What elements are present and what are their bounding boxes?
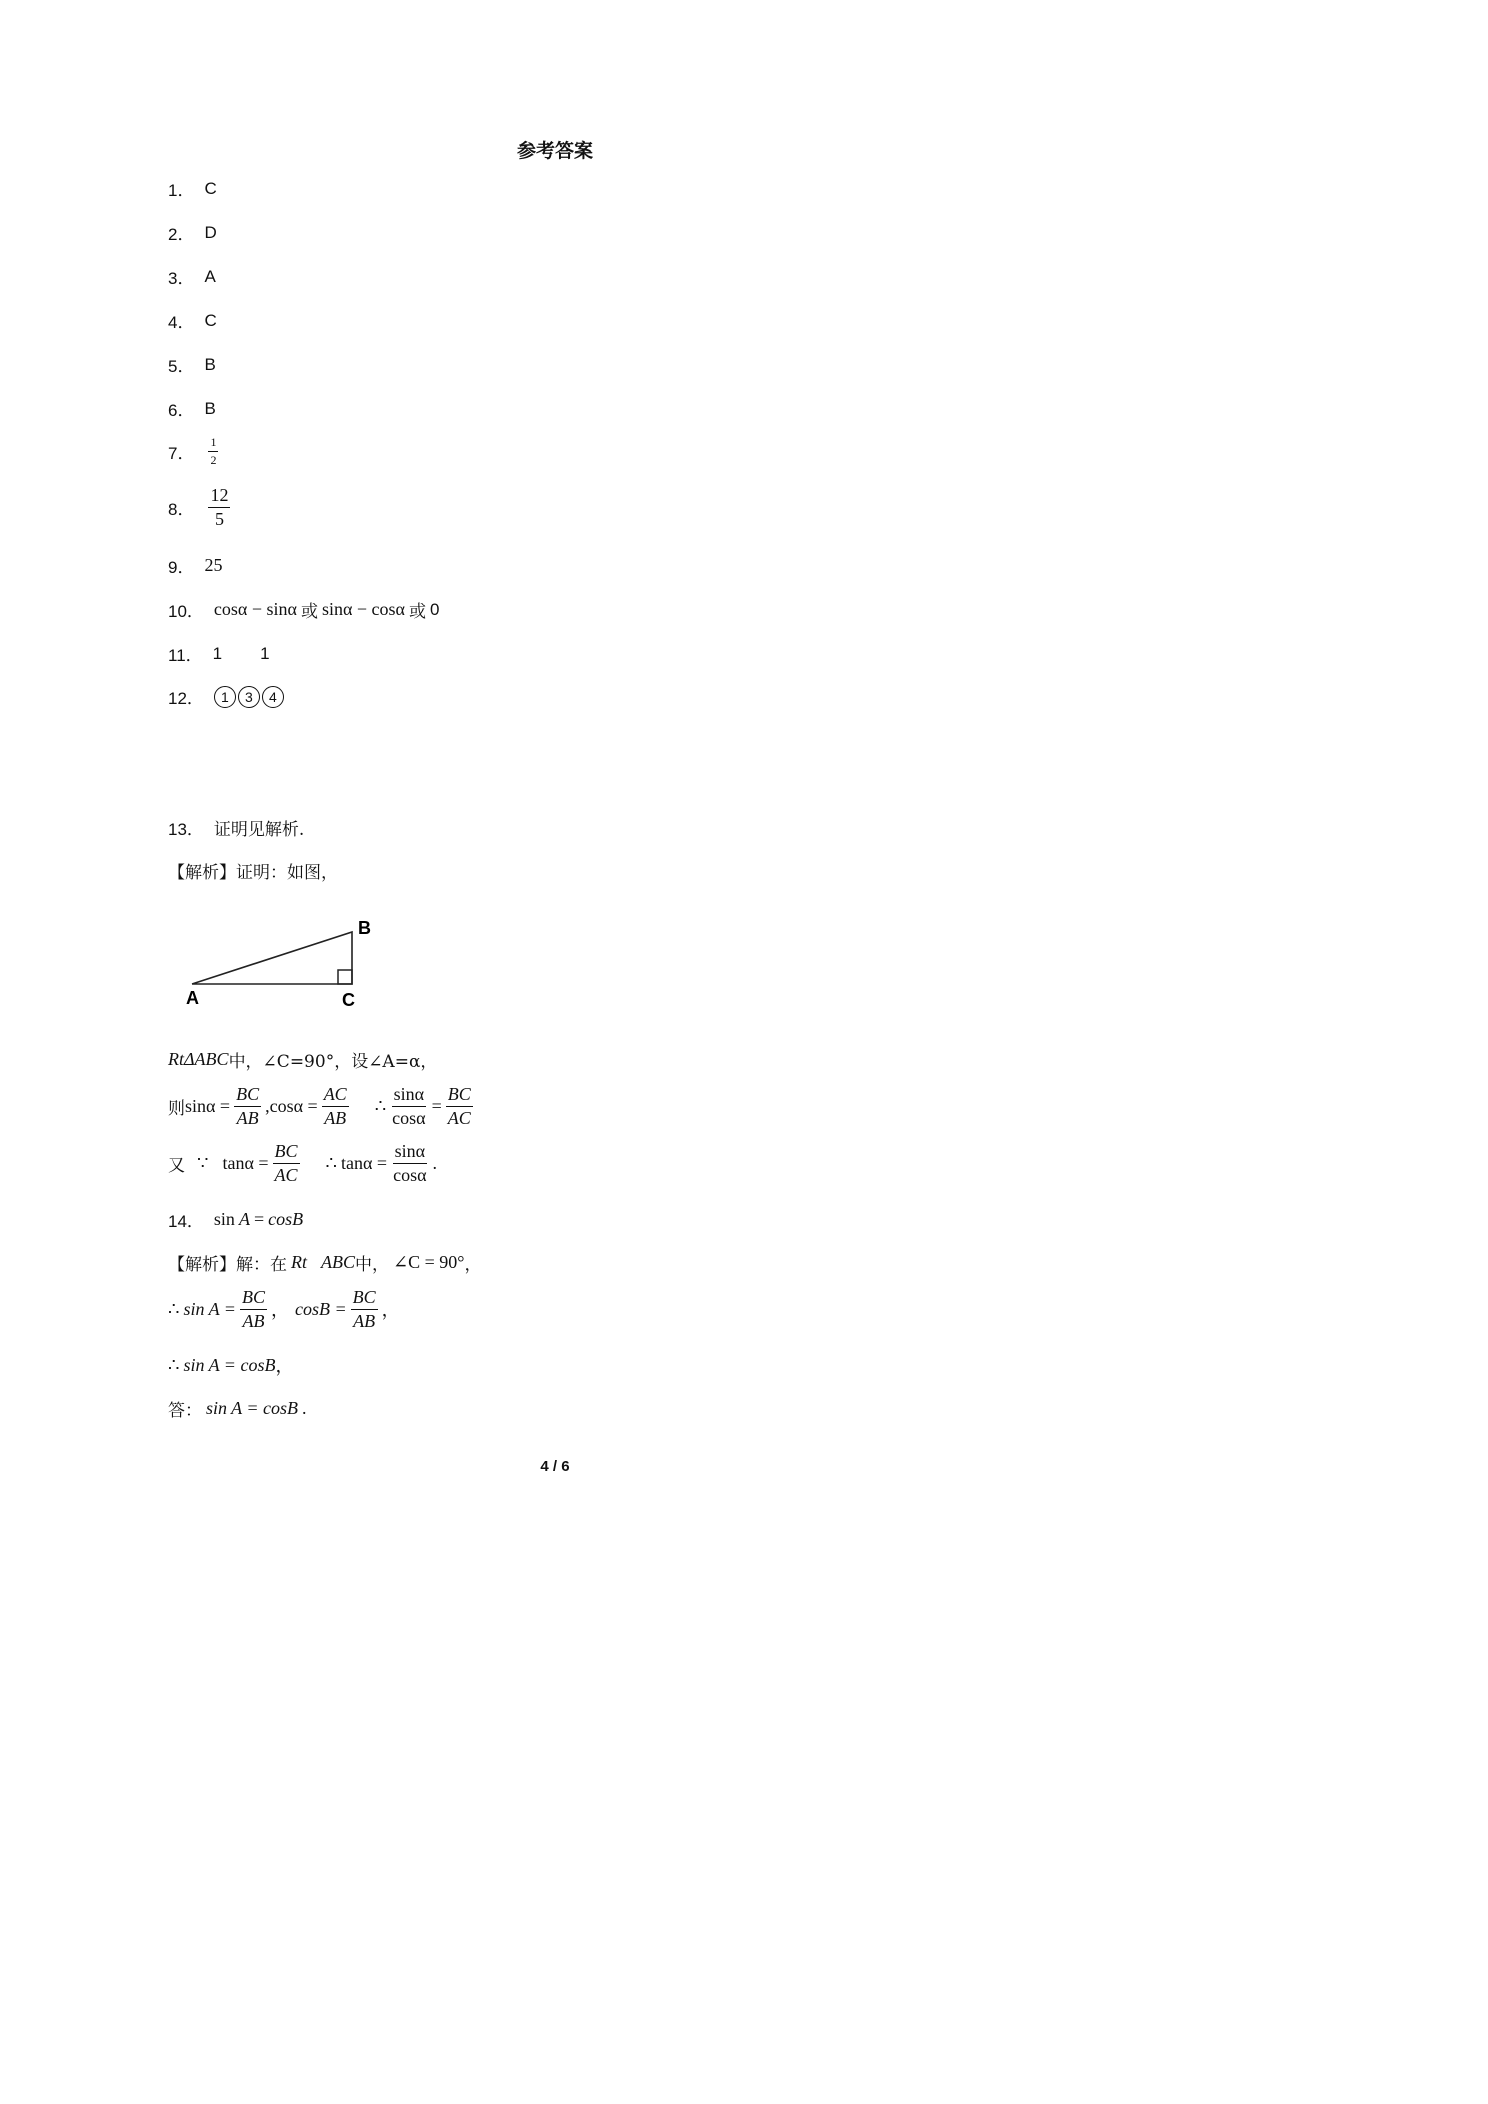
circled-number: 4 — [262, 686, 284, 708]
answer-value: B — [204, 354, 216, 374]
answer-text: 证明见解析. — [213, 820, 305, 840]
answer-7 — [168, 436, 222, 466]
fraction-bc-ab — [351, 1288, 378, 1331]
period: . — [432, 1152, 438, 1173]
answer-number: 14． — [168, 1212, 204, 1231]
fraction-denominator: 2 — [210, 452, 217, 467]
answer-value-1: 1 — [212, 643, 223, 663]
proof-prefix: 则 — [168, 1098, 185, 1119]
answer-8 — [168, 486, 234, 529]
fraction-numerator: sinα — [393, 1142, 427, 1164]
answer-2 — [168, 220, 217, 245]
analysis-13 — [168, 858, 338, 883]
answer-4 — [168, 308, 217, 333]
tan-equation: tanα = — [222, 1152, 269, 1173]
analysis-label: 【解析】 — [168, 863, 236, 883]
answer-value: C — [204, 178, 217, 198]
final-answer: sin A = cosB — [206, 1398, 298, 1418]
vertex-label-b: B — [358, 918, 371, 938]
analysis-label: 【解析】 — [168, 1255, 236, 1275]
answer-number: 2． — [168, 225, 195, 244]
rt-label: Rt — [291, 1252, 307, 1272]
fraction-denominator: AB — [236, 1107, 259, 1128]
cos-b: cosB — [268, 1209, 304, 1229]
answer-10 — [168, 597, 439, 622]
sin-equation: sin A = — [183, 1298, 236, 1319]
right-angle-mark — [338, 970, 352, 984]
answer-number: 1． — [168, 181, 195, 200]
therefore-symbol: ∴ — [374, 1095, 387, 1116]
answer-number: 7． — [168, 443, 195, 463]
or-text: 或 — [408, 602, 426, 622]
triangle-name: ABC — [321, 1252, 355, 1272]
page-number: 4 / 6 — [540, 1458, 570, 1475]
analysis-intro: 解：在 — [236, 1255, 287, 1275]
fraction-bc-ab — [234, 1085, 261, 1128]
circled-number: 3 — [238, 686, 260, 708]
answer-12 — [168, 684, 286, 709]
tan-equation: tanα = — [341, 1152, 388, 1173]
angle-c-equation: ∠C = 90° — [393, 1252, 465, 1272]
fraction-sin-cos — [390, 1085, 427, 1128]
fraction-numerator: BC — [234, 1085, 261, 1107]
answer-11 — [168, 641, 270, 666]
answer-label: 答： — [168, 1401, 202, 1421]
fraction-numerator: BC — [240, 1288, 267, 1310]
fraction-numerator: BC — [446, 1085, 473, 1107]
answer-value-2: 1 — [260, 643, 270, 663]
answer-number: 4． — [168, 313, 195, 332]
proof-line-1 — [168, 1047, 437, 1072]
therefore-symbol: ∴ — [168, 1298, 180, 1319]
vertex-label-a: A — [186, 988, 199, 1008]
answer-14 — [168, 1396, 307, 1421]
fraction-numerator: 12 — [208, 486, 230, 508]
cos-equation: ,cosα = — [265, 1095, 318, 1116]
answer-5 — [168, 352, 216, 377]
therefore-symbol: ∴ — [325, 1152, 337, 1173]
answer-value: D — [204, 222, 217, 242]
proof-text: 中，∠C=90°，设∠A=α， — [228, 1052, 438, 1072]
fraction-bc-ac — [446, 1085, 473, 1128]
cos-equation: cosB = — [294, 1298, 347, 1319]
answer-number: 8． — [168, 499, 195, 519]
fraction-sin-cos — [391, 1142, 428, 1185]
comma: ， — [275, 1356, 294, 1376]
fraction-numerator: sinα — [392, 1085, 426, 1107]
fraction-denominator: AC — [274, 1164, 298, 1185]
comma: ， — [381, 1300, 400, 1321]
because-symbol: ∵ — [197, 1152, 209, 1173]
proof-prefix: 又 — [168, 1155, 185, 1176]
fraction-bc-ab — [240, 1288, 267, 1331]
answer-number: 3． — [168, 269, 195, 288]
answer-number: 13． — [168, 820, 204, 839]
fraction-denominator: AB — [242, 1310, 265, 1331]
answer-value: B — [204, 398, 216, 418]
fraction-ac-ab — [322, 1085, 349, 1128]
or-text: 或 — [300, 602, 318, 622]
answer-number: 9． — [168, 558, 195, 577]
analysis-14-line-2 — [168, 1288, 400, 1331]
question-13 — [168, 815, 304, 840]
comma: ， — [270, 1300, 289, 1321]
answer-value: A — [204, 266, 216, 286]
answer-number: 5． — [168, 357, 195, 376]
answer-6 — [168, 396, 216, 421]
fraction — [208, 486, 230, 529]
answer-value: C — [204, 310, 217, 330]
math-expression: sinα − cosα — [321, 599, 405, 619]
answer-3 — [168, 264, 216, 289]
triangle-outline — [192, 932, 352, 984]
answer-value: 25 — [204, 555, 223, 575]
fraction-denominator: AB — [353, 1310, 376, 1331]
fraction-denominator: AC — [447, 1107, 471, 1128]
answer-number: 10． — [168, 602, 204, 621]
sin-equation: sinα = — [185, 1095, 231, 1116]
analysis-text: 证明：如图， — [236, 863, 338, 883]
fraction — [208, 436, 218, 466]
fraction-numerator: 1 — [208, 436, 218, 452]
question-14 — [168, 1207, 303, 1232]
fraction-numerator: BC — [273, 1142, 300, 1164]
period: . — [302, 1398, 307, 1418]
vertex-label-c: C — [342, 990, 355, 1010]
fraction-numerator: BC — [351, 1288, 378, 1310]
answer-number: 11． — [168, 646, 203, 665]
therefore-symbol: ∴ — [168, 1354, 180, 1375]
analysis-14 — [168, 1250, 481, 1275]
analysis-text: 中， — [355, 1255, 389, 1275]
answer-value: 0 — [429, 599, 440, 619]
comma: ， — [464, 1255, 482, 1275]
proof-line-2: 则 sinα = $\frac{BC}{AB}$ ,cosα = $\frac{AC}{AB}$ ∴ $\frac{\sin\alpha}{\cos\alpha}$ = $\frac{BC}{AC}$ — [168, 1084, 471, 1128]
fraction-numerator: AC — [322, 1085, 349, 1107]
answer-number: 6． — [168, 401, 195, 420]
conclusion: sin A = cosB — [183, 1354, 276, 1375]
fraction-denominator: cosα — [392, 1107, 426, 1128]
answer-9 — [168, 553, 222, 578]
fraction-denominator: 5 — [214, 508, 224, 529]
answer-1 — [168, 176, 217, 201]
proof-line-3 — [168, 1142, 437, 1185]
page-title: 参考答案 — [516, 140, 593, 162]
fraction-bc-ac — [273, 1142, 300, 1185]
answer-number: 12． — [168, 689, 204, 708]
circled-number: 1 — [214, 686, 236, 708]
angle-a: A — [238, 1209, 250, 1229]
equals: = — [253, 1209, 265, 1229]
fraction-denominator: AB — [324, 1107, 347, 1128]
math-expression: cosα − sinα — [213, 599, 297, 619]
sin-text: sin — [213, 1209, 235, 1229]
triangle-name: RtΔABC — [168, 1049, 229, 1069]
analysis-14-line-3 — [168, 1352, 293, 1378]
triangle-figure — [180, 912, 390, 1012]
fraction-denominator: cosα — [393, 1164, 427, 1185]
